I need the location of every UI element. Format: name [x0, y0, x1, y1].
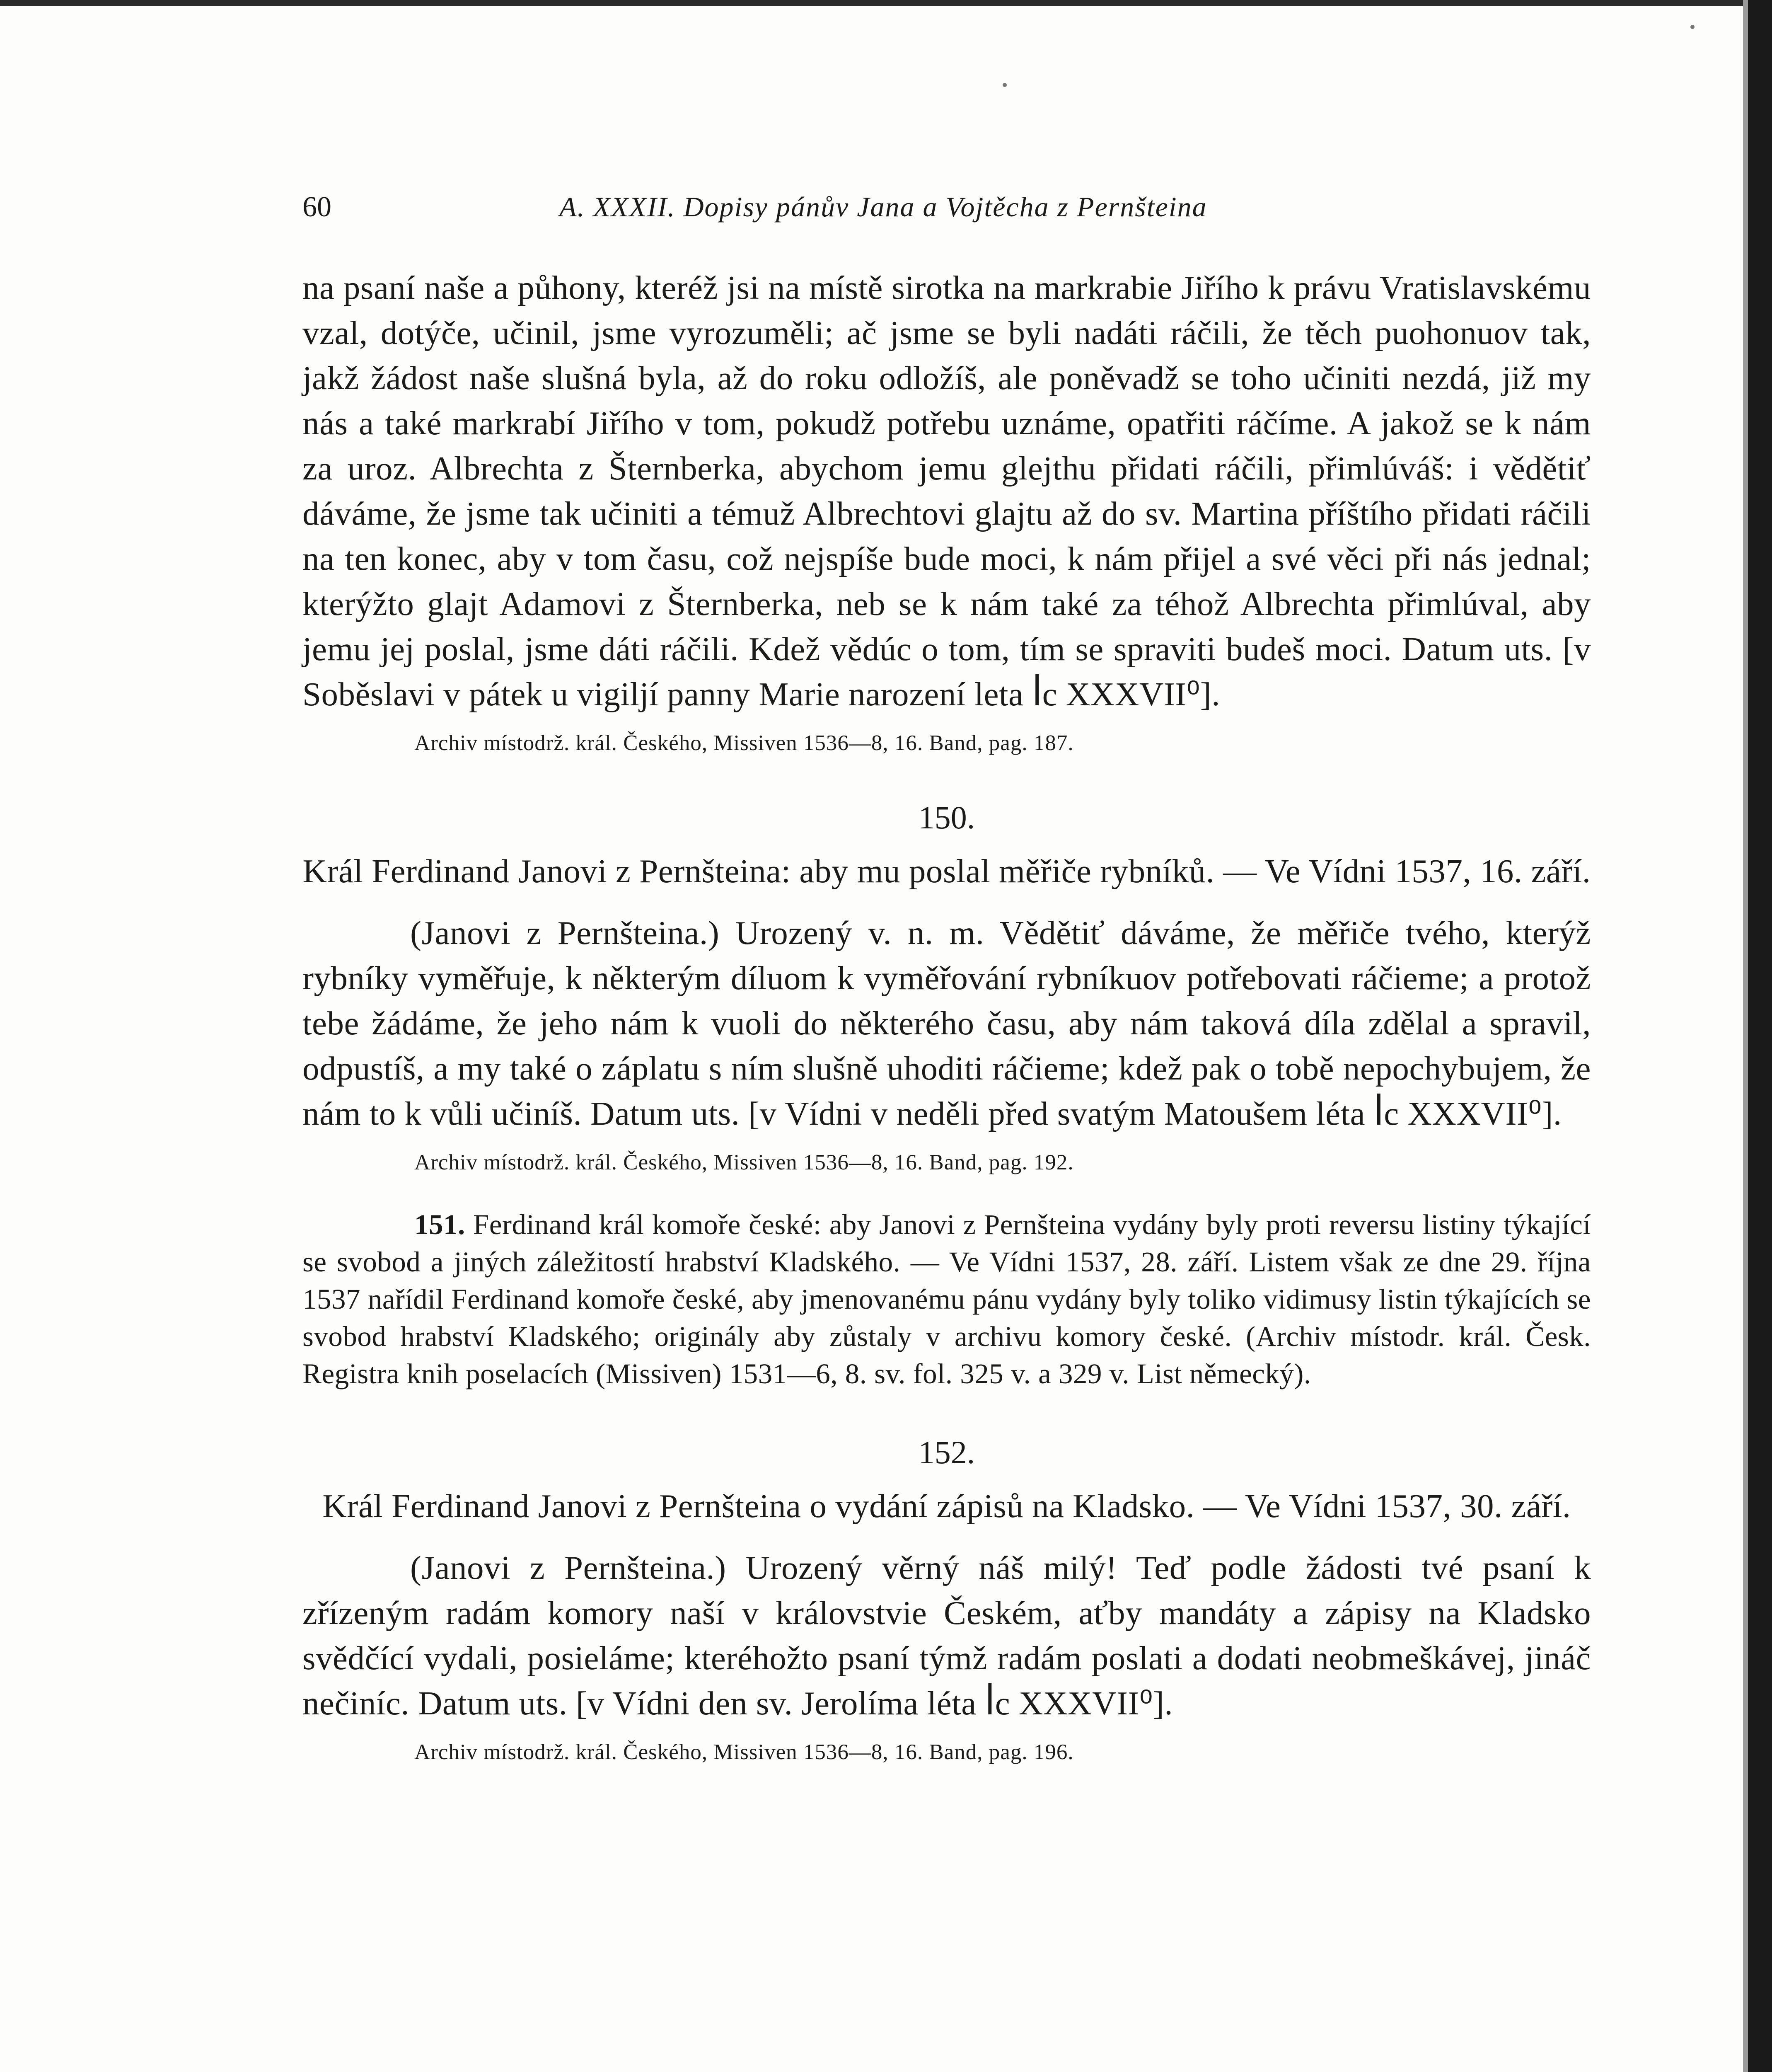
running-head: A. XXXII. Dopisy pánův Jana a Vojtěcha z Pernšteina: [559, 191, 1207, 223]
archive-source-note: Archiv místodrž. král. Českého, Missiven 1536—8, 16. Band, pag. 187.: [414, 731, 1074, 755]
document-number-152: 152.: [918, 1434, 975, 1470]
letter-152-text: (Janovi z Pernšteina.) Urozený věrný náš milý! Teď podle žádosti tvé psaní k zřízeným radám komory naší v královstvie Českém, aťby mandáty a zápisy na Kladsko svědčící vydali, posieláme; kteréhožto psaní týmž radám poslati a dodati neobmeškávej, jináč nečiníc. Datum uts. [v Vídni den sv. Jerolíma léta ꟾc XXXVII⁰].: [302, 1549, 1591, 1722]
document-number-151: 151.: [414, 1209, 465, 1240]
page-header: [302, 182, 1591, 228]
scan-right-edge: [1748, 0, 1772, 2072]
document-151-text: Ferdinand král komoře české: aby Janovi z Pernšteina vydány byly proti reversu listiny týkající se svobod a jiných záležitostí hrabství Kladského. — Ve Vídni 1537, 28. září. Listem však ze dne 29. října 1537 nařídil Ferdinand komoře české, aby jmenovanému pánu vydány byly toliko vidimusy listin týkajících se svobod hrabství Kladského; originály aby zůstaly v archivu komory české. (Archiv místodr. král. Česk. Registra knih poselacích (Missiven) 1531—6, 8. sv. fol. 325 v. a 329 v. List německý).: [302, 1209, 1591, 1389]
page-number: 60: [302, 191, 331, 223]
regest-152: Král Ferdinand Janovi z Pernšteina o vydání zápisů na Kladsko. — Ve Vídni 1537, 30. září.: [322, 1487, 1571, 1525]
page-content: [302, 182, 1591, 1767]
document-number-150: 150.: [918, 799, 975, 835]
archive-source-note-152: Archiv místodrž. král. Českého, Missiven 1536—8, 16. Band, pag. 196.: [414, 1740, 1074, 1764]
scan-speck: [1690, 25, 1695, 29]
continuation-paragraph: na psaní naše a půhony, kteréž jsi na místě sirotka na markrabie Jiřího k právu Vratislavskému vzal, dotýče, učinil, jsme vyrozuměli; ač jsme se byli nadáti ráčili, že těch puohonuov tak, jakž žádost naše slušná byla, až do roku odložíš, ale poněvadž se toho učiniti nezdá, již my nás a také markrabí Jiřího v tom, pokudž potřebu uznáme, opatřiti ráčíme. A jakož se k nám za uroz. Albrechta z Šternberka, abychom jemu glejthu přidati ráčili, přimlúváš: i vědětiť dáváme, že jsme tak učiniti a témuž Albrechtovi glajtu až do sv. Martina příštího přidati ráčili na ten konec, aby v tom času, což nejspíše bude moci, k nám přijel a své věci při nás jednal; kterýžto glajt Adamovi z Šternberka, neb se k nám také za téhož Albrechta přimlúval, aby jemu jej poslal, jsme dáti ráčili. Kdež vědúc o tom, tím se spraviti budeš moci. Datum uts. [v Soběslavi v pátek u vigiljí panny Marie narození leta ꟾc XXXVII⁰].: [302, 269, 1591, 713]
archive-source-note-150: Archiv místodrž. král. Českého, Missiven 1536—8, 16. Band, pag. 192.: [414, 1150, 1074, 1174]
scan-right-edge-shadow: [1743, 0, 1748, 2072]
letter-150-text: (Janovi z Pernšteina.) Urozený v. n. m. Vědětiť dáváme, že měřiče tvého, kterýž rybníky vyměřuje, k některým díluom k vyměřování rybníkuov potřebovati ráčieme; a protož tebe žádáme, že jeho nám k vuoli do některého času, aby nám taková díla zdělal a spravil, odpustíš, a my také o záplatu s ním slušně uhoditi ráčieme; kdež pak o tobě nepochybujem, že nám to k vůli učiníš. Datum uts. [v Vídni v neděli před svatým Matoušem léta ꟾc XXXVII⁰].: [302, 914, 1591, 1132]
scan-top-edge: [0, 0, 1772, 6]
scan-speck: [1003, 83, 1007, 87]
document-151: [302, 1206, 1591, 1392]
regest-150: Král Ferdinand Janovi z Pernšteina: aby mu poslal měřiče rybníků. — Ve Vídni 1537, 16. září.: [302, 852, 1591, 890]
